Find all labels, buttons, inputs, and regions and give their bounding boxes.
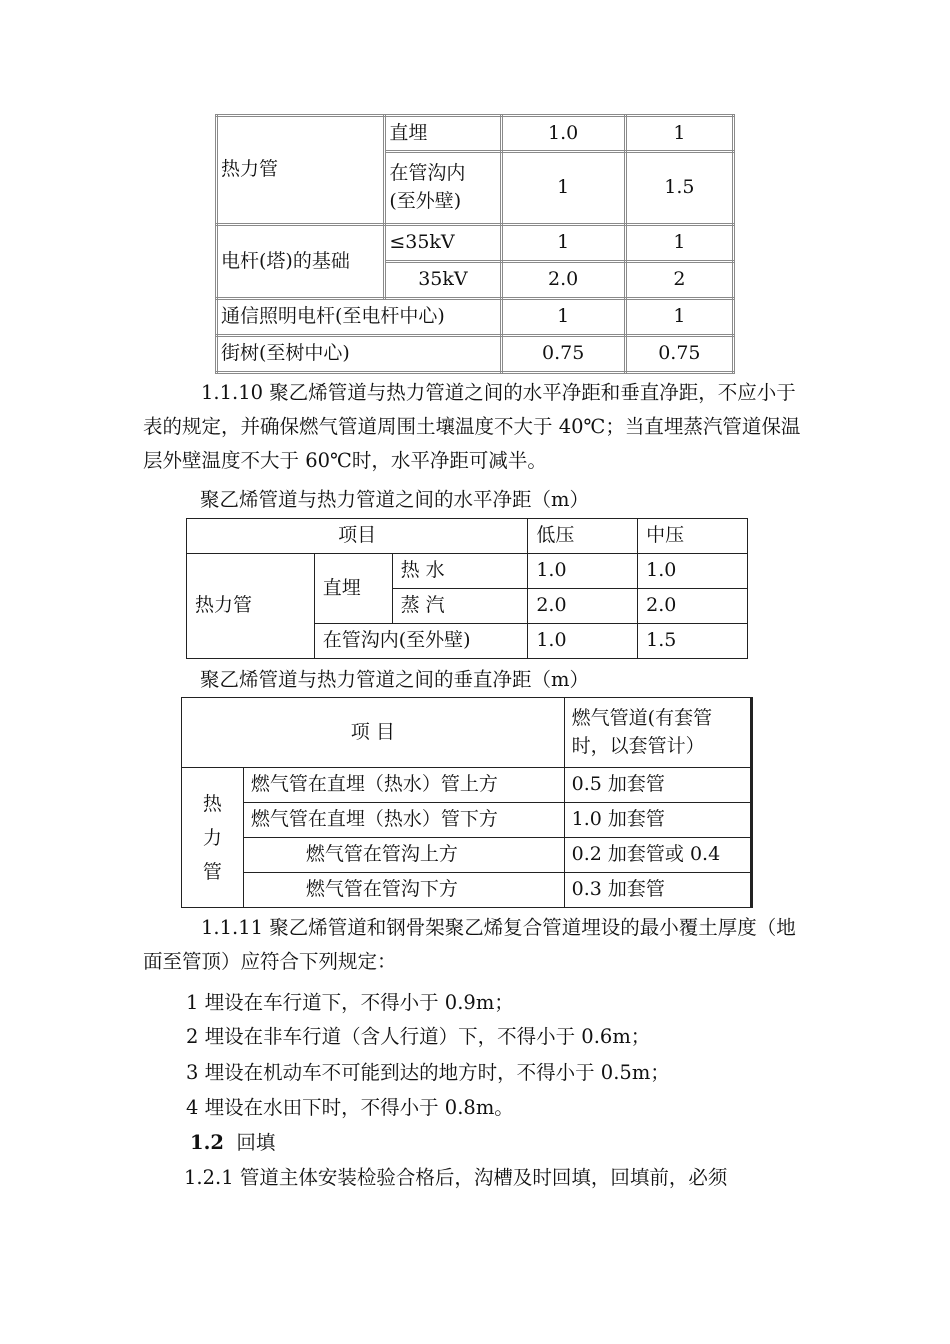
group-cell-heat-pipe: 热力管: [217, 116, 385, 225]
value-cell: 1.5: [625, 152, 733, 225]
paragraph-1-2-1: 1.2.1 管道主体安装检验合格后，沟槽及时回填，回填前，必须: [184, 1166, 728, 1189]
header-item: 项 目: [182, 698, 565, 768]
table-caption-horizontal: 聚乙烯管道与热力管道之间的水平净距（m）: [200, 488, 589, 511]
label-cell: 街树(至树中心): [217, 336, 502, 373]
value-cell: 2.0: [501, 262, 625, 299]
sub-cell: [385, 152, 501, 225]
value-cell: 1.0: [638, 554, 748, 589]
value-cell: 2: [625, 262, 733, 299]
value-cell: 0.5 加套管: [564, 768, 751, 803]
header-value: [564, 698, 751, 768]
horizontal-spacing-table: [186, 518, 748, 659]
value-cell: 1.0: [501, 116, 625, 152]
item-cell: 燃气管在管沟上方: [243, 838, 564, 873]
value-cell: 2.0: [528, 589, 638, 624]
sub-line: 在管沟内: [389, 162, 466, 185]
value-cell: 0.75: [625, 336, 733, 373]
value-cell: 2.0: [638, 589, 748, 624]
value-cell: 0.2 加套管或 0.4: [564, 838, 751, 873]
sub-cell: ≤35kV: [385, 225, 501, 262]
kind-cell: 在管沟内(至外壁): [314, 624, 528, 659]
header-low-pressure: 低压: [528, 519, 638, 554]
label-cell: 通信照明电杆(至电杆中心): [217, 299, 502, 336]
list-item: 2 埋设在非车行道（含人行道）下，不得小于 0.6m；: [186, 1025, 651, 1048]
value-cell: 1: [501, 152, 625, 225]
list-item: 3 埋设在机动车不可能到达的地方时，不得小于 0.5m；: [186, 1061, 670, 1084]
item-cell: 燃气管在直埋（热水）管上方: [243, 768, 564, 803]
sub-line: (至外壁): [389, 190, 462, 212]
value-cell: 1: [625, 225, 733, 262]
header-item: 项目: [187, 519, 528, 554]
value-cell: 1: [625, 299, 733, 336]
value-cell: 0.75: [501, 336, 625, 373]
value-cell: 1: [501, 299, 625, 336]
item-cell: 燃气管在直埋（热水）管下方: [243, 803, 564, 838]
value-cell: 1: [625, 116, 733, 152]
section-number: 1.2: [190, 1131, 224, 1154]
paragraph-1-1-10: 1.1.10 聚乙烯管道与热力管道之间的水平净距和垂直净距，不应小于表的规定，并确保燃气管道周围土壤温度不大于 40℃；当直埋蒸汽管道保温层外壁温度不大于 60℃时，水平净距可减半。: [143, 381, 801, 472]
group-char: 管: [202, 860, 222, 883]
sub-cell-direct-buried: 直埋: [314, 554, 392, 624]
section-heading: [190, 1127, 275, 1155]
group-char: 力: [202, 826, 222, 849]
header-value-line: 时，以套管计）: [571, 734, 705, 757]
list-item: 4 埋设在水田下时，不得小于 0.8m。: [186, 1096, 514, 1119]
sub-cell: 35kV: [385, 262, 501, 299]
group-cell-heat-pipe: [182, 768, 244, 908]
group-char: 热: [202, 792, 222, 815]
header-value-line: 燃气管道(有套管: [571, 706, 713, 729]
value-cell: 1.0: [528, 624, 638, 659]
group-cell-heat-pipe: 热力管: [187, 554, 315, 659]
vertical-spacing-table: [181, 697, 753, 908]
section-title: 回填: [236, 1131, 276, 1154]
sub-cell: 直埋: [385, 116, 501, 152]
value-cell: 1.0: [528, 554, 638, 589]
value-cell: 0.3 加套管: [564, 873, 751, 908]
value-cell: 1.0 加套管: [564, 803, 751, 838]
value-cell: 1.5: [638, 624, 748, 659]
spacing-table-continued: [215, 114, 735, 374]
paragraph-1-1-11: 1.1.11 聚乙烯管道和钢骨架聚乙烯复合管道埋设的最小覆土厚度（地面至管顶）应符合下列规定：: [143, 916, 796, 973]
value-cell: 1: [501, 225, 625, 262]
header-mid-pressure: 中压: [638, 519, 748, 554]
kind-cell: 蒸 汽: [392, 589, 528, 624]
group-cell-pole: 电杆(塔)的基础: [217, 225, 385, 299]
list-item: 1 埋设在车行道下，不得小于 0.9m；: [186, 991, 514, 1014]
table-caption-vertical: 聚乙烯管道与热力管道之间的垂直净距（m）: [200, 668, 589, 691]
item-cell: 燃气管在管沟下方: [243, 873, 564, 908]
kind-cell: 热 水: [392, 554, 528, 589]
